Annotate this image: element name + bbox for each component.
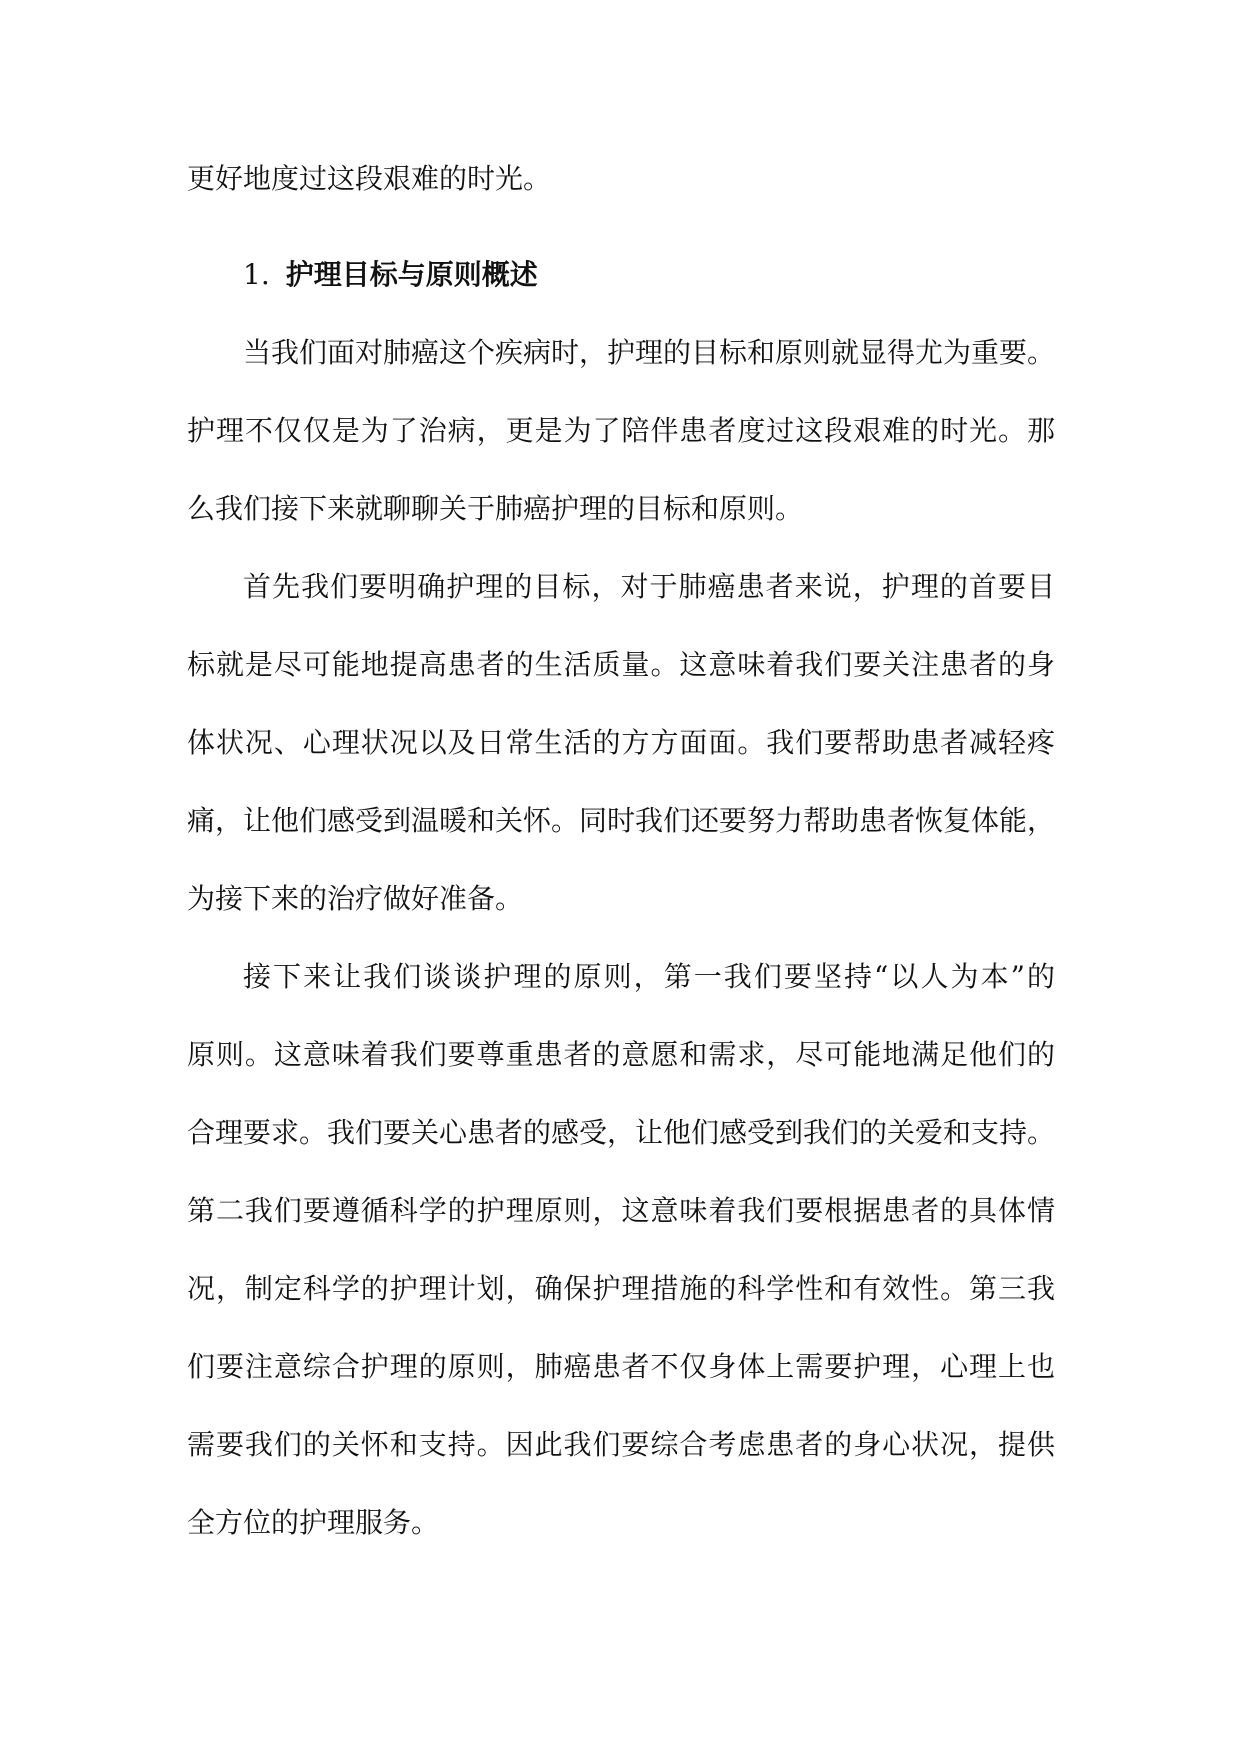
paragraph-line: 体状况、心理状况以及日常生活的方方面面。我们要帮助患者减轻疼: [187, 726, 1055, 759]
paragraph-line: 们要注意综合护理的原则，肺癌患者不仅身体上需要护理，心理上也: [187, 1350, 1055, 1383]
intro-tail-line: 更好地度过这段艰难的时光。: [187, 162, 552, 195]
paragraph-line: 首先我们要明确护理的目标，对于肺癌患者来说，护理的首要目: [243, 570, 1055, 603]
paragraph-line: 合理要求。我们要关心患者的感受，让他们感受到我们的关爱和支持。: [187, 1116, 1056, 1149]
paragraph-goals: [187, 548, 1055, 938]
paragraph-line: 痛，让他们感受到温暖和关怀。同时我们还要努力帮助患者恢复体能，: [187, 804, 1056, 837]
paragraph-line: 么我们接下来就聊聊关于肺癌护理的目标和原则。: [187, 492, 804, 525]
paragraph-principles: [187, 938, 1055, 1562]
paragraph-line: 接下来让我们谈谈护理的原则，第一我们要坚持“以人为本”的: [243, 960, 1055, 993]
paragraph-line: 需要我们的关怀和支持。因此我们要综合考虑患者的身心状况，提供: [187, 1428, 1055, 1461]
section-title: 护理目标与原则概述: [285, 258, 538, 291]
paragraph-goals-intro: [187, 314, 1055, 548]
paragraph-line: 护理不仅仅是为了治病，更是为了陪伴患者度过这段艰难的时光。那: [187, 414, 1055, 447]
section-heading: [187, 236, 1055, 314]
paragraph-line: 当我们面对肺癌这个疾病时，护理的目标和原则就显得尤为重要。: [243, 336, 1056, 369]
section-number: 1.: [243, 258, 270, 291]
paragraph-line: 全方位的护理服务。: [187, 1506, 440, 1539]
document-body: [187, 140, 1055, 1562]
paragraph-line: 第二我们要遵循科学的护理原则，这意味着我们要根据患者的具体情: [187, 1194, 1055, 1227]
paragraph-line: 为接下来的治疗做好准备。: [187, 882, 524, 915]
paragraph-line: 标就是尽可能地提高患者的生活质量。这意味着我们要关注患者的身: [187, 648, 1055, 681]
paragraph-line: 况，制定科学的护理计划，确保护理措施的科学性和有效性。第三我: [187, 1272, 1055, 1305]
paragraph-line: 原则。这意味着我们要尊重患者的意愿和需求，尽可能地满足他们的: [187, 1038, 1055, 1071]
